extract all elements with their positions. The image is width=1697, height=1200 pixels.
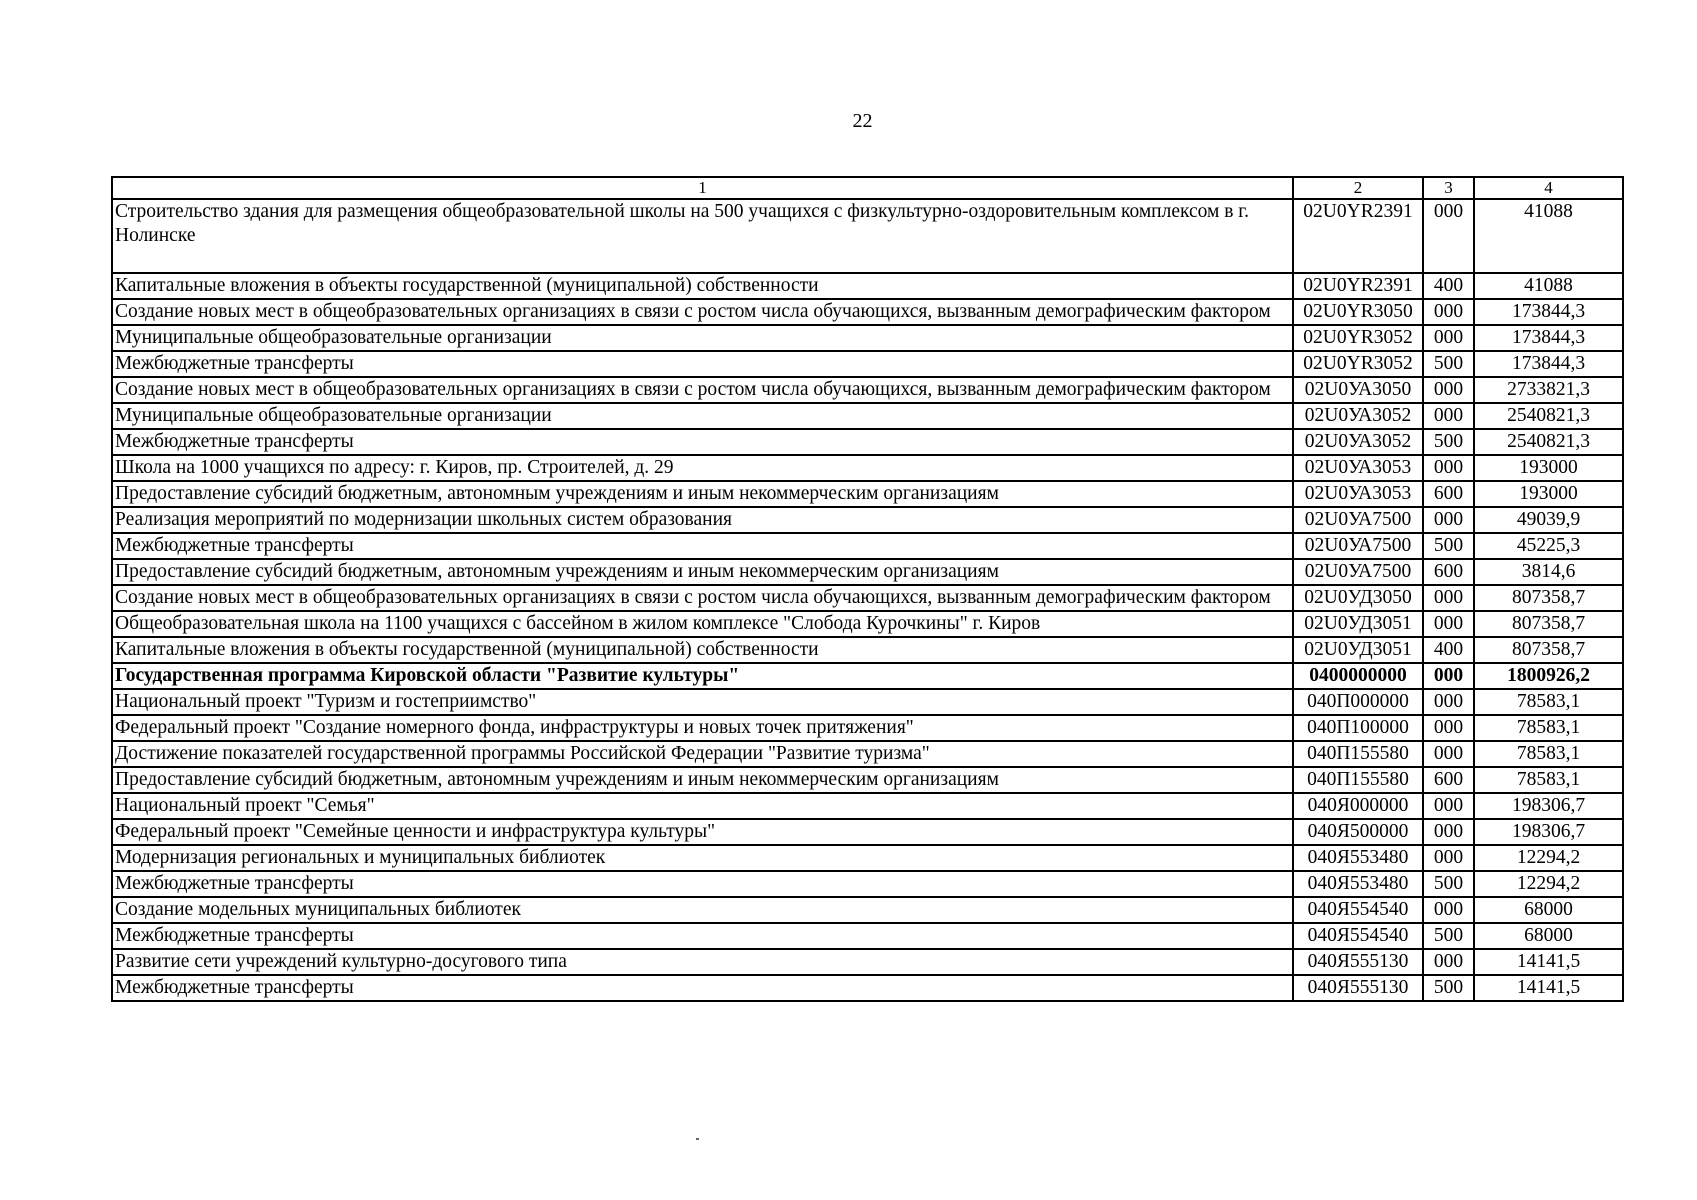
table-row — [112, 507, 1623, 533]
target-code: 0400000000 — [1293, 663, 1423, 689]
expense-type: 000 — [1423, 845, 1474, 871]
target-code: 040Я553480 — [1293, 871, 1423, 897]
amount: 12294,2 — [1474, 845, 1623, 871]
amount: 14141,5 — [1474, 949, 1623, 975]
target-code: 02U0УД3050 — [1293, 585, 1423, 611]
target-code: 02U0УА7500 — [1293, 507, 1423, 533]
table-row — [112, 325, 1623, 351]
expense-type: 400 — [1423, 637, 1474, 663]
item-name: Государственная программа Кировской области "Развитие культуры" — [112, 663, 1293, 689]
amount: 14141,5 — [1474, 975, 1623, 1001]
item-name: Капитальные вложения в объекты государственной (муниципальной) собственности — [112, 273, 1293, 299]
amount: 78583,1 — [1474, 689, 1623, 715]
table-row — [112, 845, 1623, 871]
item-name: Предоставление субсидий бюджетным, автономным учреждениям и иным некоммерческим организациям — [112, 559, 1293, 585]
amount: 41088 — [1474, 199, 1623, 273]
expense-type: 000 — [1423, 585, 1474, 611]
target-code: 040Я555130 — [1293, 975, 1423, 1001]
table-row — [112, 199, 1623, 273]
target-code: 040Я000000 — [1293, 793, 1423, 819]
expense-type: 600 — [1423, 767, 1474, 793]
amount: 193000 — [1474, 481, 1623, 507]
expense-type: 000 — [1423, 663, 1474, 689]
amount: 45225,3 — [1474, 533, 1623, 559]
expense-type: 500 — [1423, 975, 1474, 1001]
target-code: 02U0УД3051 — [1293, 637, 1423, 663]
target-code: 02U0УА3053 — [1293, 455, 1423, 481]
expense-type: 500 — [1423, 351, 1474, 377]
target-code: 040П000000 — [1293, 689, 1423, 715]
expense-type: 600 — [1423, 481, 1474, 507]
amount: 2540821,3 — [1474, 403, 1623, 429]
amount: 173844,3 — [1474, 299, 1623, 325]
expense-type: 000 — [1423, 611, 1474, 637]
target-code: 040Я500000 — [1293, 819, 1423, 845]
item-name: Строительство здания для размещения общеобразовательной школы на 500 учащихся с физкультурно-оздоровительным комплексом в г. Нолинске — [112, 199, 1293, 273]
table-row — [112, 351, 1623, 377]
table-row — [112, 637, 1623, 663]
table-row — [112, 585, 1623, 611]
item-name: Межбюджетные трансферты — [112, 923, 1293, 949]
column-header-3: 3 — [1423, 177, 1474, 199]
amount: 78583,1 — [1474, 741, 1623, 767]
table-row — [112, 273, 1623, 299]
amount: 78583,1 — [1474, 767, 1623, 793]
amount: 193000 — [1474, 455, 1623, 481]
table-row — [112, 403, 1623, 429]
item-name: Создание новых мест в общеобразовательных организациях в связи с ростом числа обучающихся, вызванным демографическим фактором — [112, 299, 1293, 325]
budget-table — [111, 176, 1624, 1002]
table-row — [112, 767, 1623, 793]
item-name: Межбюджетные трансферты — [112, 871, 1293, 897]
page-number: 22 — [852, 110, 873, 132]
expense-type: 000 — [1423, 325, 1474, 351]
table-row — [112, 689, 1623, 715]
expense-type: 000 — [1423, 819, 1474, 845]
target-code: 040Я554540 — [1293, 897, 1423, 923]
amount: 2540821,3 — [1474, 429, 1623, 455]
expense-type: 000 — [1423, 741, 1474, 767]
expense-type: 000 — [1423, 377, 1474, 403]
expense-type: 000 — [1423, 897, 1474, 923]
target-code: 02U0УД3051 — [1293, 611, 1423, 637]
amount: 807358,7 — [1474, 637, 1623, 663]
target-code: 02U0УА3053 — [1293, 481, 1423, 507]
expense-type: 000 — [1423, 403, 1474, 429]
target-code: 02U0YR3050 — [1293, 299, 1423, 325]
item-name: Межбюджетные трансферты — [112, 351, 1293, 377]
expense-type: 500 — [1423, 923, 1474, 949]
table-row — [112, 871, 1623, 897]
target-code: 040П100000 — [1293, 715, 1423, 741]
target-code: 02U0УА3052 — [1293, 429, 1423, 455]
expense-type: 000 — [1423, 299, 1474, 325]
amount: 49039,9 — [1474, 507, 1623, 533]
table-row — [112, 715, 1623, 741]
expense-type: 000 — [1423, 949, 1474, 975]
amount: 78583,1 — [1474, 715, 1623, 741]
table-row — [112, 611, 1623, 637]
item-name: Муниципальные общеобразовательные организации — [112, 325, 1293, 351]
expense-type: 000 — [1423, 689, 1474, 715]
item-name: Межбюджетные трансферты — [112, 533, 1293, 559]
target-code: 040Я553480 — [1293, 845, 1423, 871]
target-code: 02U0YR2391 — [1293, 273, 1423, 299]
table-row — [112, 455, 1623, 481]
column-header-2: 2 — [1293, 177, 1423, 199]
expense-type: 500 — [1423, 533, 1474, 559]
item-name: Муниципальные общеобразовательные организации — [112, 403, 1293, 429]
amount: 198306,7 — [1474, 793, 1623, 819]
table-row — [112, 533, 1623, 559]
expense-type: 000 — [1423, 715, 1474, 741]
item-name: Межбюджетные трансферты — [112, 975, 1293, 1001]
item-name: Общеобразовательная школа на 1100 учащихся с бассейном в жилом комплексе "Слобода Курочкины" г. Киров — [112, 611, 1293, 637]
amount: 807358,7 — [1474, 585, 1623, 611]
amount: 807358,7 — [1474, 611, 1623, 637]
item-name: Предоставление субсидий бюджетным, автономным учреждениям и иным некоммерческим организациям — [112, 767, 1293, 793]
item-name: Национальный проект "Туризм и гостеприимство" — [112, 689, 1293, 715]
amount: 198306,7 — [1474, 819, 1623, 845]
program-row — [112, 663, 1623, 689]
expense-type: 600 — [1423, 559, 1474, 585]
item-name: Создание новых мест в общеобразовательных организациях в связи с ростом числа обучающихся, вызванным демографическим фактором — [112, 377, 1293, 403]
expense-type: 000 — [1423, 793, 1474, 819]
target-code: 040Я555130 — [1293, 949, 1423, 975]
item-name: Школа на 1000 учащихся по адресу: г. Киров, пр. Строителей, д. 29 — [112, 455, 1293, 481]
amount: 68000 — [1474, 897, 1623, 923]
table-row — [112, 949, 1623, 975]
item-name: Национальный проект "Семья" — [112, 793, 1293, 819]
table-row — [112, 377, 1623, 403]
item-name: Модернизация региональных и муниципальных библиотек — [112, 845, 1293, 871]
amount: 68000 — [1474, 923, 1623, 949]
column-header-1: 1 — [112, 177, 1293, 199]
target-code: 040П155580 — [1293, 767, 1423, 793]
table-row — [112, 429, 1623, 455]
table-row — [112, 559, 1623, 585]
amount: 173844,3 — [1474, 325, 1623, 351]
item-name: Создание новых мест в общеобразовательных организациях в связи с ростом числа обучающихся, вызванным демографическим фактором — [112, 585, 1293, 611]
expense-type: 400 — [1423, 273, 1474, 299]
target-code: 02U0YR3052 — [1293, 325, 1423, 351]
expense-type: 000 — [1423, 199, 1474, 273]
table-row — [112, 481, 1623, 507]
item-name: Развитие сети учреждений культурно-досугового типа — [112, 949, 1293, 975]
target-code: 02U0УА7500 — [1293, 559, 1423, 585]
item-name: Межбюджетные трансферты — [112, 429, 1293, 455]
expense-type: 500 — [1423, 429, 1474, 455]
table-row — [112, 299, 1623, 325]
table-row — [112, 793, 1623, 819]
item-name: Капитальные вложения в объекты государственной (муниципальной) собственности — [112, 637, 1293, 663]
amount: 12294,2 — [1474, 871, 1623, 897]
table-row — [112, 897, 1623, 923]
expense-type: 000 — [1423, 455, 1474, 481]
column-header-4: 4 — [1474, 177, 1623, 199]
amount: 1800926,2 — [1474, 663, 1623, 689]
amount: 41088 — [1474, 273, 1623, 299]
table-row — [112, 923, 1623, 949]
target-code: 02U0YR2391 — [1293, 199, 1423, 273]
scan-speck — [696, 1138, 699, 1140]
target-code: 02U0YR3052 — [1293, 351, 1423, 377]
table-row — [112, 975, 1623, 1001]
expense-type: 000 — [1423, 507, 1474, 533]
table-header-row — [112, 177, 1623, 199]
expense-type: 500 — [1423, 871, 1474, 897]
target-code: 040П155580 — [1293, 741, 1423, 767]
amount: 173844,3 — [1474, 351, 1623, 377]
target-code: 02U0УА7500 — [1293, 533, 1423, 559]
amount: 2733821,3 — [1474, 377, 1623, 403]
table-row — [112, 741, 1623, 767]
item-name: Создание модельных муниципальных библиотек — [112, 897, 1293, 923]
target-code: 040Я554540 — [1293, 923, 1423, 949]
item-name: Реализация мероприятий по модернизации школьных систем образования — [112, 507, 1293, 533]
target-code: 02U0УА3050 — [1293, 377, 1423, 403]
amount: 3814,6 — [1474, 559, 1623, 585]
item-name: Федеральный проект "Семейные ценности и инфраструктура культуры" — [112, 819, 1293, 845]
target-code: 02U0УА3052 — [1293, 403, 1423, 429]
item-name: Федеральный проект "Создание номерного фонда, инфраструктуры и новых точек притяжения" — [112, 715, 1293, 741]
item-name: Достижение показателей государственной программы Российской Федерации "Развитие туризма" — [112, 741, 1293, 767]
item-name: Предоставление субсидий бюджетным, автономным учреждениям и иным некоммерческим организациям — [112, 481, 1293, 507]
table-row — [112, 819, 1623, 845]
